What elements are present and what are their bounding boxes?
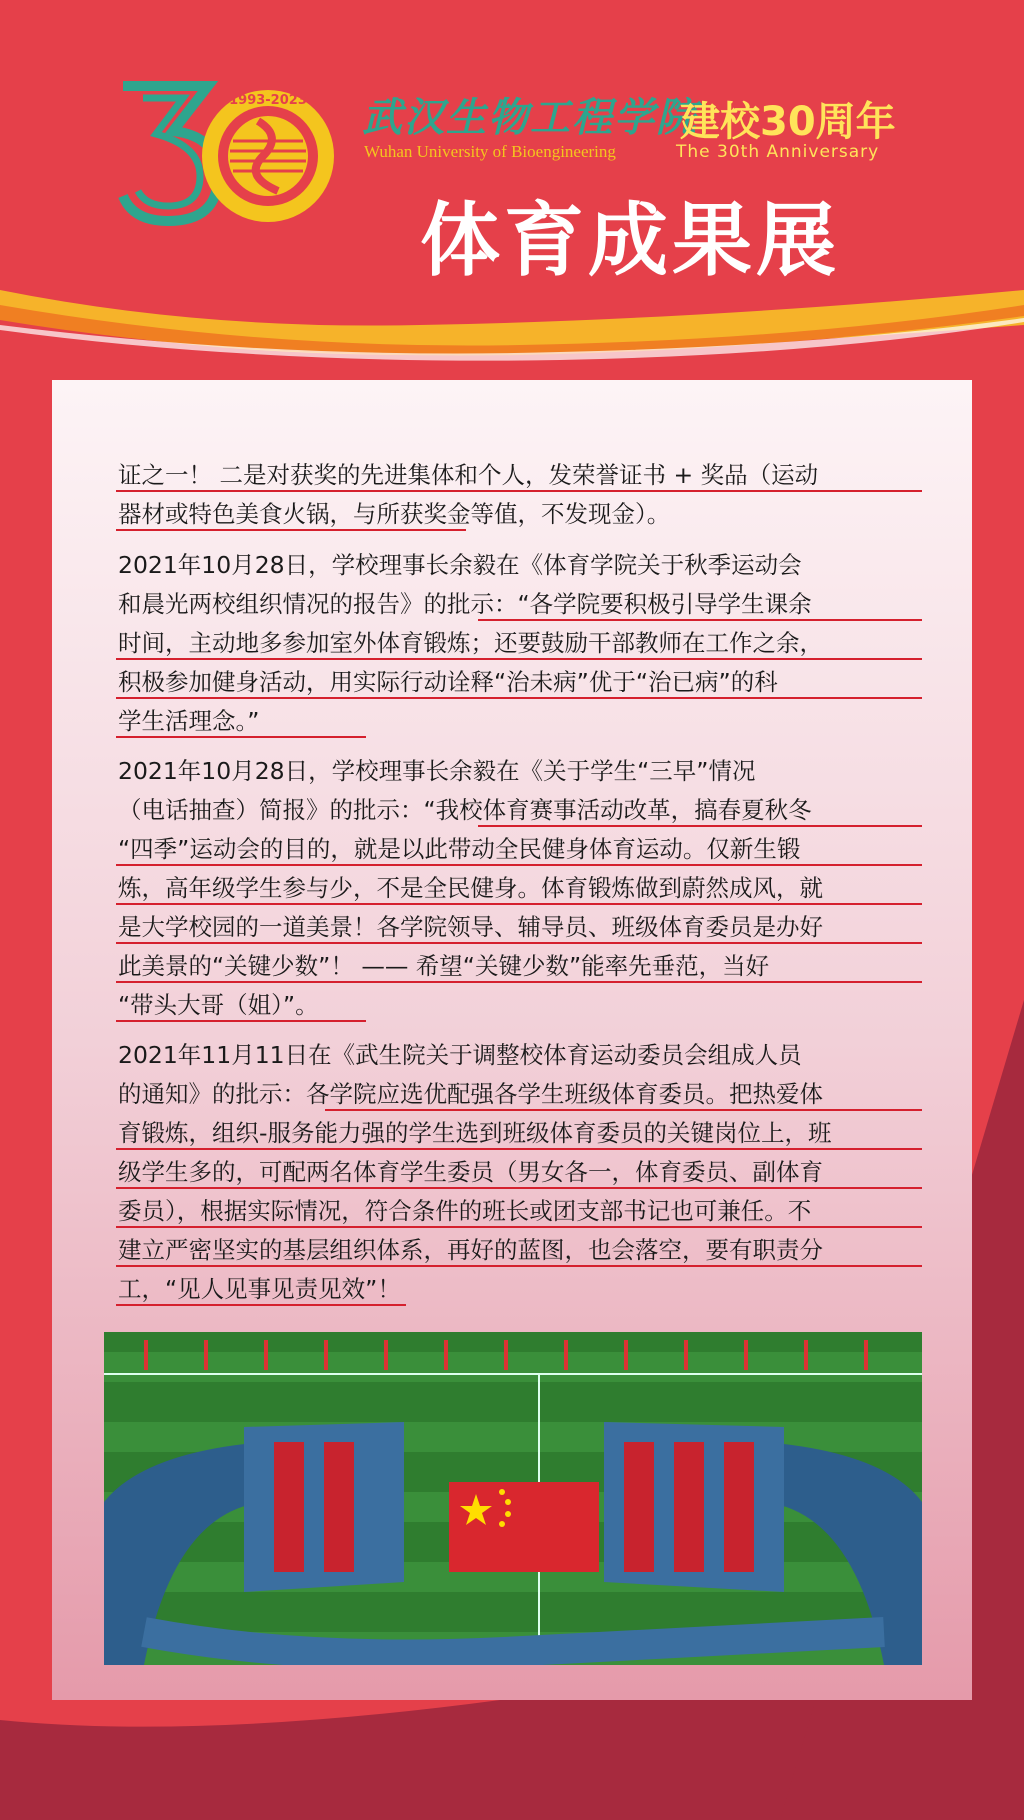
- anniversary-logo: [118, 76, 343, 226]
- stadium-crowd-flag-image: [104, 1332, 922, 1665]
- text-line: 器材或特色美食火锅，与所获奖金等值，不发现金）。: [118, 495, 920, 534]
- logo-years: 1993-2023: [229, 93, 307, 108]
- text-line: （电话抽查）简报》的批示：“我校体育赛事活动改革，搞春夏秋冬: [118, 791, 920, 830]
- text-line: 的通知》的批示：各学院应选优配强各学生班级体育委员。把热爱体: [118, 1075, 920, 1114]
- paragraph-2: [118, 546, 920, 741]
- text-line: 2021年11月11日在《武生院关于调整校体育运动委员会组成人员: [118, 1041, 802, 1069]
- text-line: 此美景的“关键少数”！ —— 希望“关键少数”能率先垂范，当好: [118, 947, 920, 986]
- school-name-cn: 武汉生物工程学院: [362, 94, 698, 141]
- page-title: 体育成果展: [420, 194, 840, 287]
- text-line: “带头大哥（姐）”。: [118, 986, 920, 1025]
- text-line: 时间，主动地多参加室外体育锻炼；还要鼓励干部教师在工作之余，: [118, 624, 920, 663]
- school-name-en: Wuhan University of Bioengineering: [364, 142, 616, 161]
- text-line: 和晨光两校组织情况的报告》的批示：“各学院要积极引导学生课余: [118, 585, 920, 624]
- anniversary-title-en: The 30th Anniversary: [676, 142, 880, 162]
- text-line: 委员），根据实际情况，符合条件的班长或团支部书记也可兼任。不: [118, 1192, 920, 1231]
- text-line: 积极参加健身活动，用实际行动诠释“治未病”优于“治已病”的科: [118, 663, 920, 702]
- text-line: 学生活理念。”: [118, 702, 920, 741]
- text-line: 2021年10月28日，学校理事长余毅在《体育学院关于秋季运动会: [118, 551, 802, 579]
- anniversary-title-cn: 建校30周年: [680, 99, 896, 145]
- text-line: 是大学校园的一道美景！各学院领导、辅导员、班级体育委员是办好: [118, 908, 920, 947]
- text-line: 2021年10月28日，学校理事长余毅在《关于学生“三早”情况: [118, 757, 756, 785]
- paragraph-1: [118, 456, 920, 534]
- text-line: 级学生多的，可配两名体育学生委员（男女各一，体育委员、副体育: [118, 1153, 920, 1192]
- text-line: “四季”运动会的目的，就是以此带动全民健身体育运动。仅新生锻: [118, 830, 920, 869]
- paragraph-4: [118, 1036, 920, 1309]
- paragraph-3: [118, 752, 920, 1025]
- text-line: 证之一！ 二是对获奖的先进集体和个人，发荣誉证书 + 奖品（运动: [118, 456, 920, 495]
- text-line: 建立严密坚实的基层组织体系，再好的蓝图，也会落空，要有职责分: [118, 1231, 920, 1270]
- text-line: 育锻炼，组织-服务能力强的学生选到班级体育委员的关键岗位上，班: [118, 1114, 920, 1153]
- text-line: 工，“见人见事见责见效”！: [118, 1270, 920, 1309]
- text-line: 炼，高年级学生参与少，不是全民健身。体育锻炼做到蔚然成风，就: [118, 869, 920, 908]
- content-panel: [52, 380, 972, 1700]
